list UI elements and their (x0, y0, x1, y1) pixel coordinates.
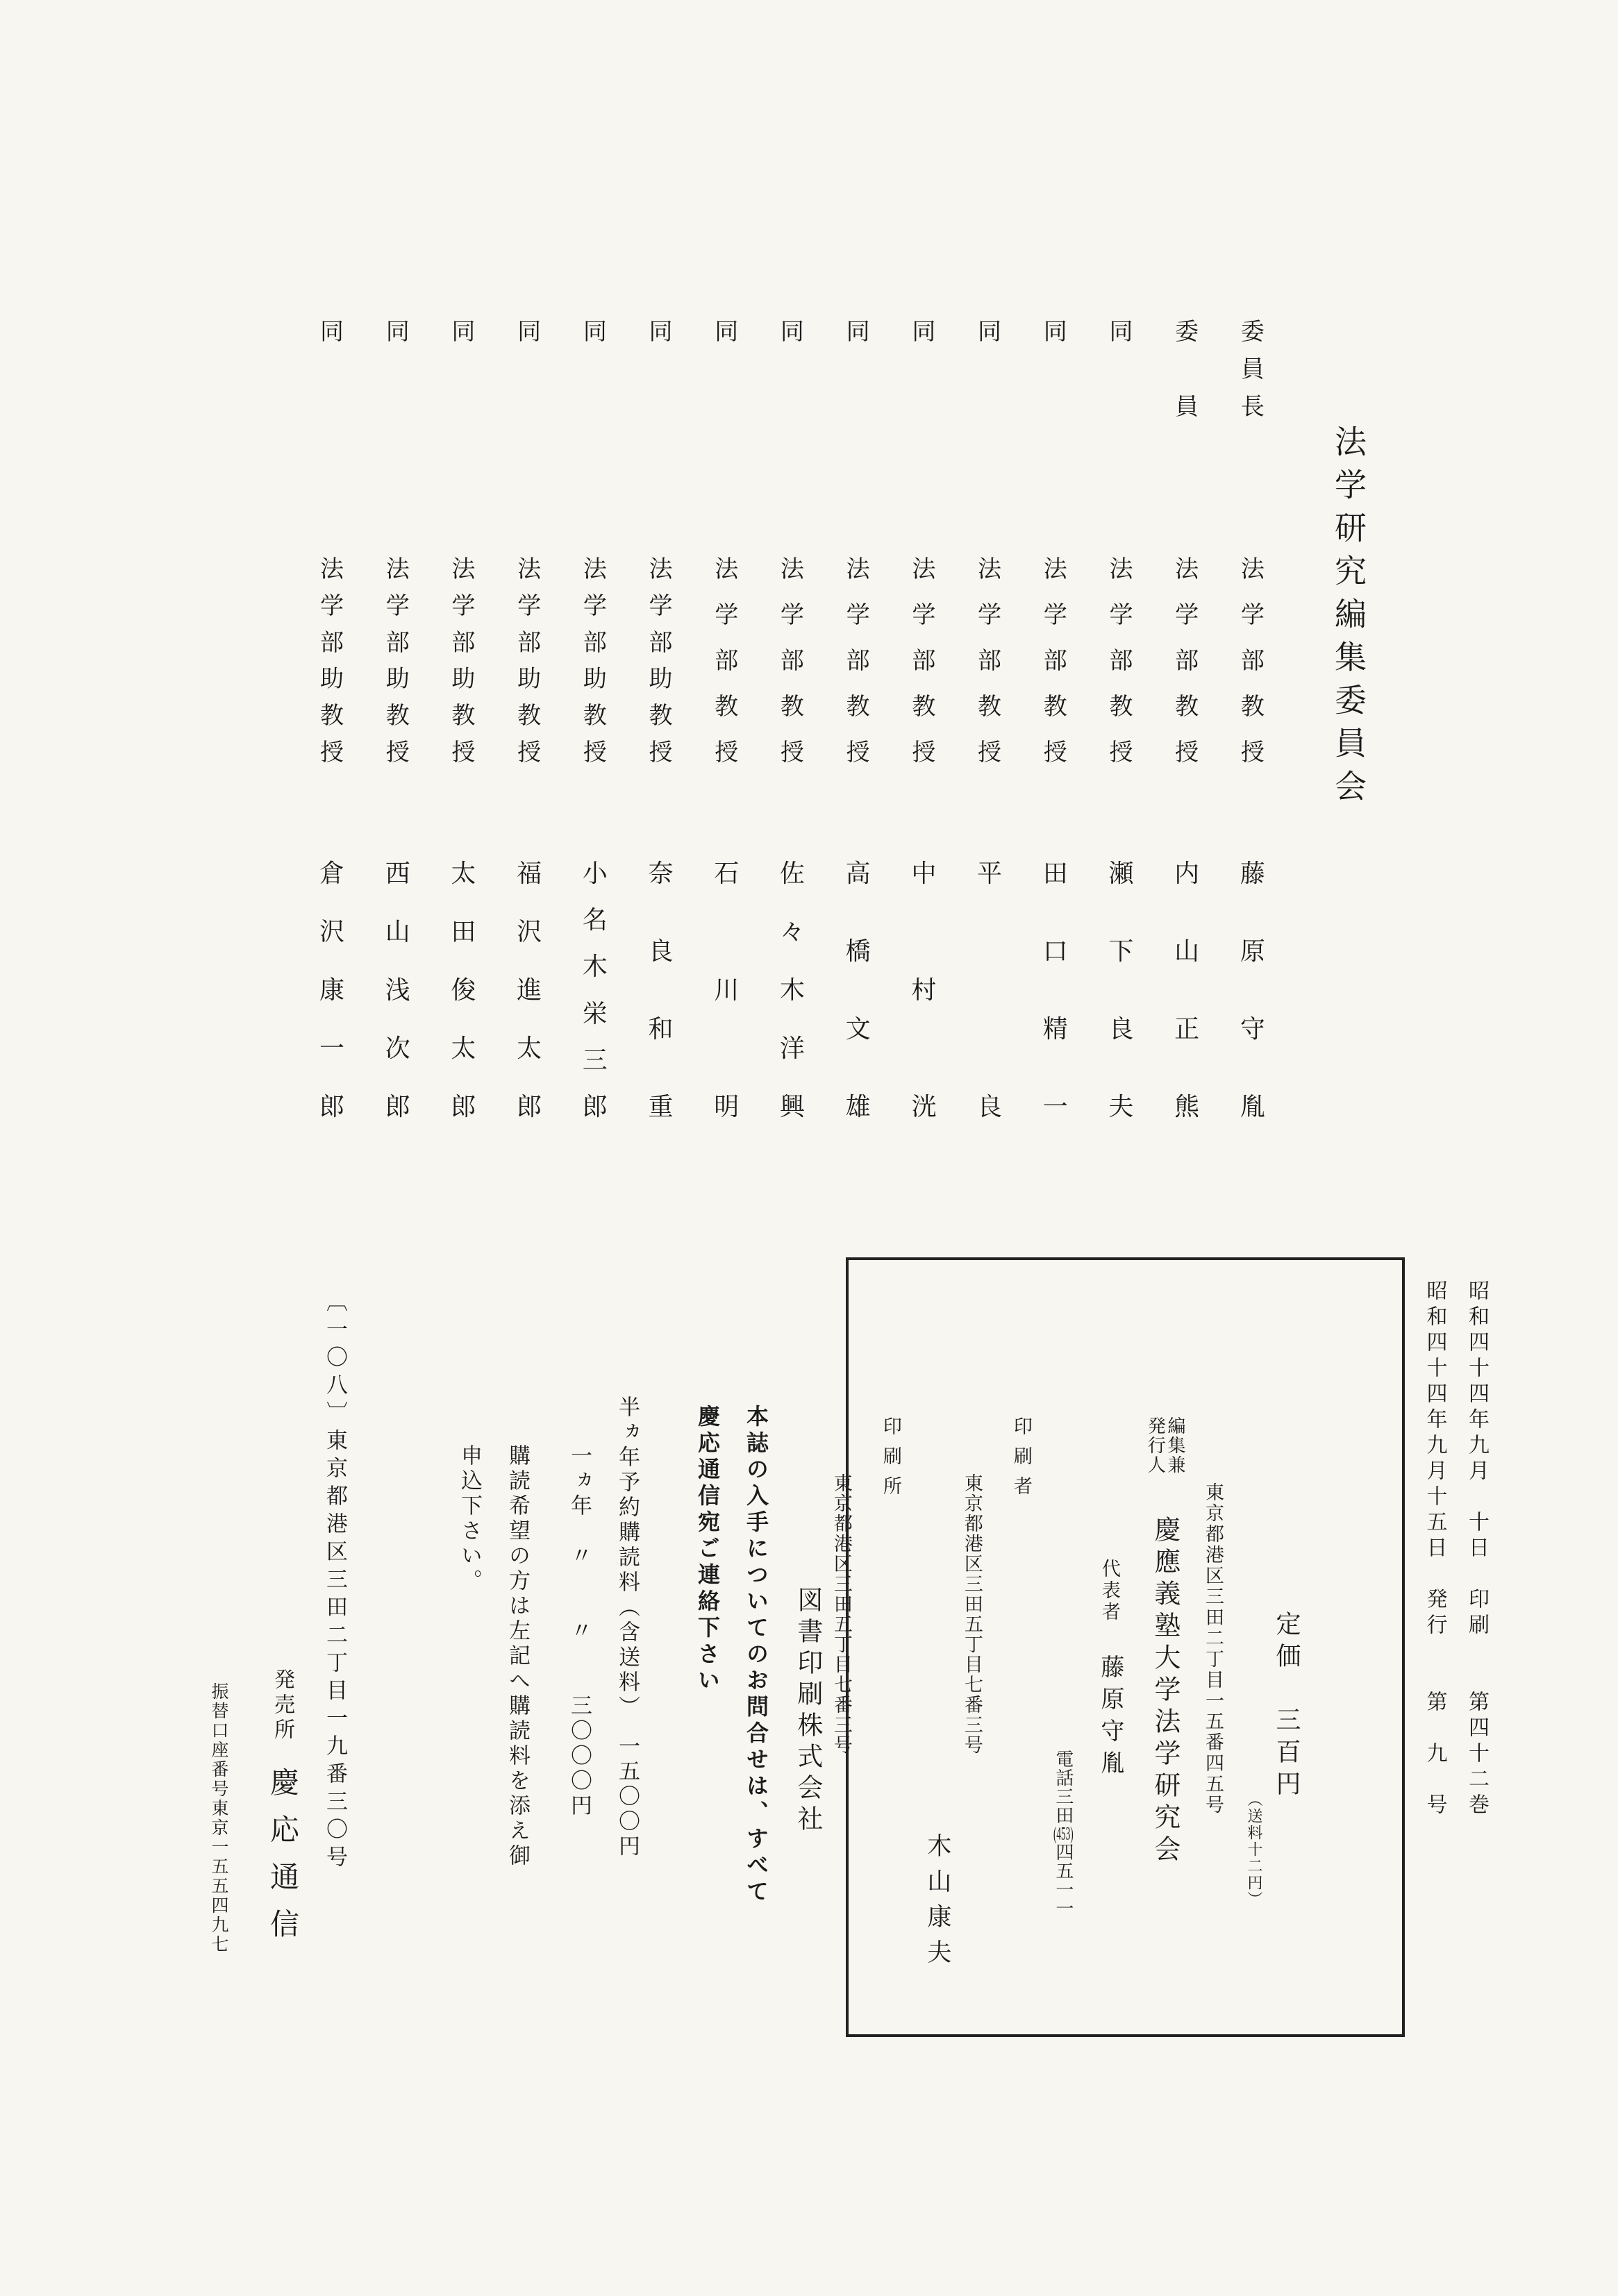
printer-name: 木山康夫 (924, 1833, 951, 1975)
member-name: 田 口 精 一 (1042, 860, 1068, 1121)
member-role: 同 (715, 319, 739, 345)
member-name: 小 名 木 栄 三 郎 (582, 860, 608, 1121)
publication-dates (1422, 1280, 1488, 1819)
committee-member-column (1040, 321, 1071, 1119)
committee-member-column (645, 321, 677, 1119)
phone-area-number: (453) (1053, 1825, 1074, 1843)
committee-member-column (579, 321, 611, 1119)
issue-date-line: 昭和四十四年九月十五日 発行 第 九 号 (1423, 1280, 1446, 1819)
editor-publisher-label: 編集兼発行人 (1145, 1416, 1185, 1475)
price-postage-note: （送料十二円） (1246, 1791, 1263, 1908)
member-role: 同 (385, 319, 410, 345)
phone-number (1051, 1750, 1076, 1918)
inquiry-notice-line2: 慶応通信宛ご連絡下さい (695, 1405, 720, 1695)
member-role: 同 (978, 319, 1002, 345)
committee-member-column (1171, 321, 1203, 1119)
member-name: 藤 原 守 胤 (1240, 860, 1265, 1121)
printing-company-name: 図書印刷株式会社 (792, 1586, 821, 1836)
committee-member-list (316, 321, 1269, 1119)
member-role: 同 (1043, 319, 1067, 345)
inquiry-notice-line1: 本誌の入手についてのお問合せは、すべて (744, 1405, 769, 1906)
seller-name: 慶応通信 (266, 1767, 298, 1956)
member-position: 法 学 部 教 授 (1109, 557, 1133, 766)
member-name: 平 良 (977, 860, 1003, 1121)
member-name: 福 沢 進 太 郎 (517, 860, 542, 1121)
order-instruction-line1: 購読希望の方は左記へ購読料を添え御 (506, 1444, 530, 1869)
print-date-line: 昭和四十四年九月 十日 印刷 第四十二巻 (1465, 1280, 1488, 1819)
member-position: 法 学 部 助 教 授 (649, 557, 673, 766)
price-group (1244, 1416, 1305, 1908)
committee-member-column (710, 321, 742, 1119)
committee-member-column (842, 321, 874, 1119)
full-year-rate: 一ヵ年 〃 〃 三〇〇〇円 (567, 1444, 592, 1819)
colophon-box (792, 1257, 1405, 2037)
printing-company-address: 東京都港区三田五丁目七番三号 (831, 1473, 852, 1755)
editor-publisher-group (1051, 1416, 1185, 1918)
phone-suffix: 四五一一 (1053, 1843, 1074, 1918)
committee-member-column (974, 321, 1006, 1119)
member-role: 同 (912, 319, 936, 345)
member-name: 西 山 浅 次 郎 (385, 860, 410, 1121)
member-name: 佐 々 木 洋 興 (779, 860, 805, 1121)
member-name: 太 田 俊 太 郎 (451, 860, 476, 1121)
publisher-organization: 慶應義塾大学法学研究会 (1149, 1516, 1179, 1867)
member-name: 倉 沢 康 一 郎 (319, 860, 344, 1121)
member-role: 同 (846, 319, 870, 345)
committee-title: 法学研究編集委員会 (1331, 425, 1366, 812)
subscription-info (209, 1290, 772, 1956)
committee-member-column (776, 321, 808, 1119)
member-role: 同 (780, 319, 804, 345)
member-name: 中 村 洸 (911, 860, 937, 1121)
half-year-rate: 半ヵ年予約購読料（含送料） 一五〇〇円 (615, 1396, 640, 1860)
member-role: 同 (320, 319, 344, 345)
member-position: 法 学 部 教 授 (715, 557, 739, 766)
printer-address: 東京都港区三田五丁目七番三号 (961, 1473, 983, 1755)
committee-member-column (908, 321, 940, 1119)
member-name: 瀬 下 良 夫 (1108, 860, 1134, 1121)
committee-member-column (316, 321, 348, 1119)
publisher-address: 東京都港区三田二丁目一五番四五号 (1203, 1482, 1224, 1816)
committee-member-column (513, 321, 545, 1119)
printing-company-label: 印刷所 (880, 1416, 901, 1506)
postal-transfer-account: 振替口座番号東京一五五四九七 (209, 1682, 228, 1954)
member-position: 法 学 部 教 授 (846, 557, 870, 766)
order-instruction-line2: 申込下さい。 (458, 1444, 482, 1594)
member-position: 法 学 部 教 授 (912, 557, 936, 766)
price-main: 定価 三百円 (1273, 1611, 1301, 1802)
member-role: 同 (517, 319, 542, 345)
printer-group (920, 1416, 1035, 1975)
representative-column (1093, 1559, 1127, 1782)
member-position: 法 学 部 助 教 授 (583, 557, 607, 766)
member-position: 法 学 部 助 教 授 (385, 557, 410, 766)
committee-member-column (1105, 321, 1137, 1119)
editor-org-column (1145, 1416, 1185, 1867)
member-role: 同 (583, 319, 607, 345)
member-name: 石 川 明 (714, 860, 740, 1121)
member-role: 同 (1109, 319, 1133, 345)
seller-column (261, 1668, 303, 1956)
representative-name: 藤原守胤 (1096, 1654, 1123, 1782)
seller-address: 〔一〇八〕東京都港区三田二丁目一九番三〇号 (323, 1290, 347, 1873)
member-position: 法 学 部 教 授 (780, 557, 804, 766)
committee-member-column (447, 321, 479, 1119)
member-role: 同 (451, 319, 476, 345)
printing-company-group (788, 1416, 905, 1836)
member-name: 内 山 正 熊 (1174, 860, 1200, 1121)
seller-label: 発売所 (271, 1668, 294, 1743)
member-role: 委 員 (1175, 319, 1199, 420)
printer-label: 印刷者 (1010, 1416, 1032, 1506)
member-position: 法 学 部 教 授 (1175, 557, 1199, 766)
committee-member-column (382, 321, 414, 1119)
member-position: 法 学 部 助 教 授 (320, 557, 344, 766)
member-role: 同 (649, 319, 673, 345)
member-name: 高 橋 文 雄 (845, 860, 871, 1121)
member-position: 法 学 部 助 教 授 (451, 557, 476, 766)
representative-label: 代表者 (1099, 1559, 1120, 1623)
phone-prefix: 電話三田 (1053, 1750, 1074, 1825)
member-position: 法 学 部 教 授 (978, 557, 1002, 766)
member-position: 法 学 部 教 授 (1043, 557, 1067, 766)
member-name: 奈 良 和 重 (648, 860, 674, 1121)
member-role: 委 員 長 (1240, 319, 1265, 420)
member-position: 法 学 部 教 授 (1240, 557, 1265, 766)
committee-member-column (1237, 321, 1269, 1119)
member-position: 法 学 部 助 教 授 (517, 557, 542, 766)
